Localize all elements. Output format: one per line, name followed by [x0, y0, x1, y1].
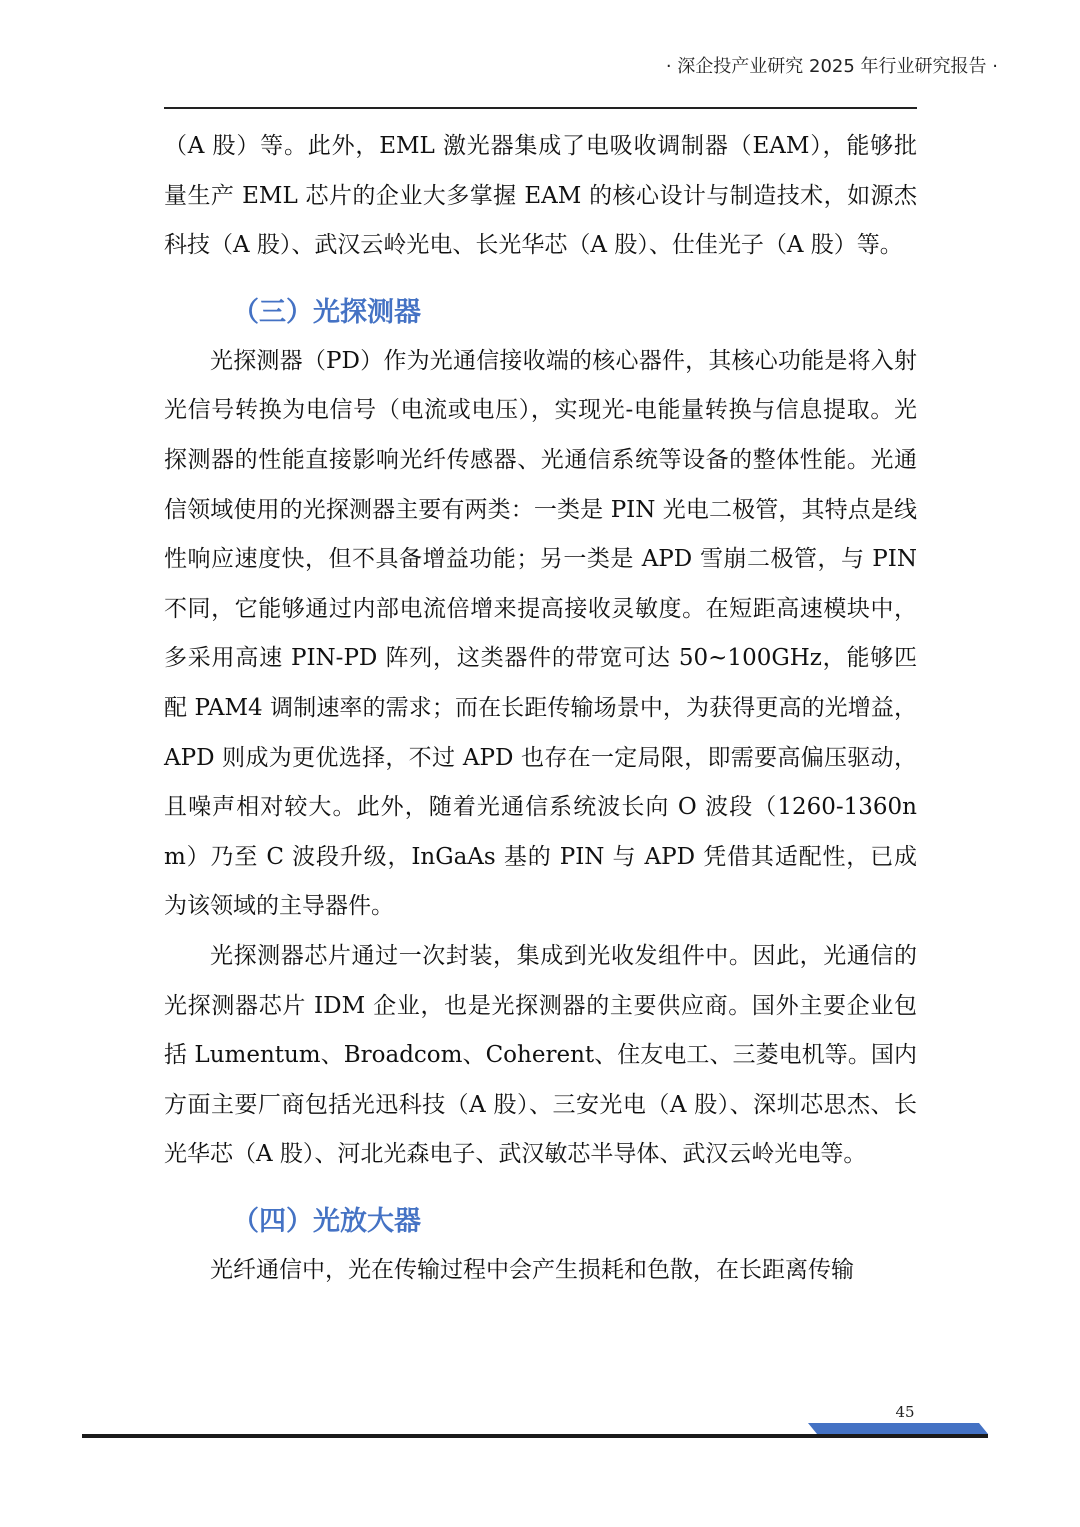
- footer-accent-stripe: [808, 1423, 988, 1434]
- page-content: [164, 122, 917, 1295]
- section-heading-optical-amplifier: （四）光放大器: [232, 1205, 421, 1237]
- footer-divider: [82, 1434, 988, 1438]
- section-heading-photodetector: （三）光探测器: [232, 296, 421, 328]
- header-divider: [164, 107, 917, 109]
- paragraph-optical-amplifier-intro: 光纤通信中，光在传输过程中会产生损耗和色散，在长距离传输: [210, 1256, 854, 1283]
- report-header-title: · 深企投产业研究 2025 年行业研究报告 ·: [665, 56, 998, 77]
- paragraph-eam-continuation: （A 股）等。此外，EML 激光器集成了电吸收调制器（EAM），能够批量生产 EML 芯片的企业大多掌握 EAM 的核心设计与制造技术，如源杰科技（A 股）、武汉云岭光电、长光华芯（A 股）、仕佳光子（A 股）等。: [164, 133, 917, 259]
- paragraph-photodetector-intro: 光探测器（PD）作为光通信接收端的核心器件，其核心功能是将入射光信号转换为电信号（电流或电压），实现光-电能量转换与信息提取。光探测器的性能直接影响光纤传感器、光通信系统等设备的整体性能。光通信领域使用的光探测器主要有两类：一类是 PIN 光电二极管，其特点是线性响应速度快，但不具备增益功能；另一类是 APD 雪崩二极管，与 PIN 不同，它能够通过内部电流倍增来提高接收灵敏度。在短距高速模块中，多采用高速 PIN-PD 阵列，这类器件的带宽可达 50~100GHz，能够匹配 PAM4 调制速率的需求；而在长距传输场景中，为获得更高的光增益，APD 则成为更优选择，不过 APD 也存在一定局限，即需要高偏压驱动，且噪声相对较大。此外，随着光通信系统波长向 O 波段（1260-1360nm）乃至 C 波段升级，InGaAs 基的 PIN 与 APD 凭借其适配性，已成为该领域的主导器件。: [164, 347, 917, 920]
- paragraph-photodetector-suppliers: 光探测器芯片通过一次封装，集成到光收发组件中。因此，光通信的光探测器芯片 IDM 企业，也是光探测器的主要供应商。国外主要企业包括 Lumentum、Broadcom、Coherent、住友电工、三菱电机等。国内方面主要厂商包括光迅科技（A 股）、三安光电（A 股）、深圳芯思杰、长光华芯（A 股）、河北光森电子、武汉敏芯半导体、武汉云岭光电等。: [164, 942, 917, 1168]
- page-number: 45: [895, 1403, 915, 1421]
